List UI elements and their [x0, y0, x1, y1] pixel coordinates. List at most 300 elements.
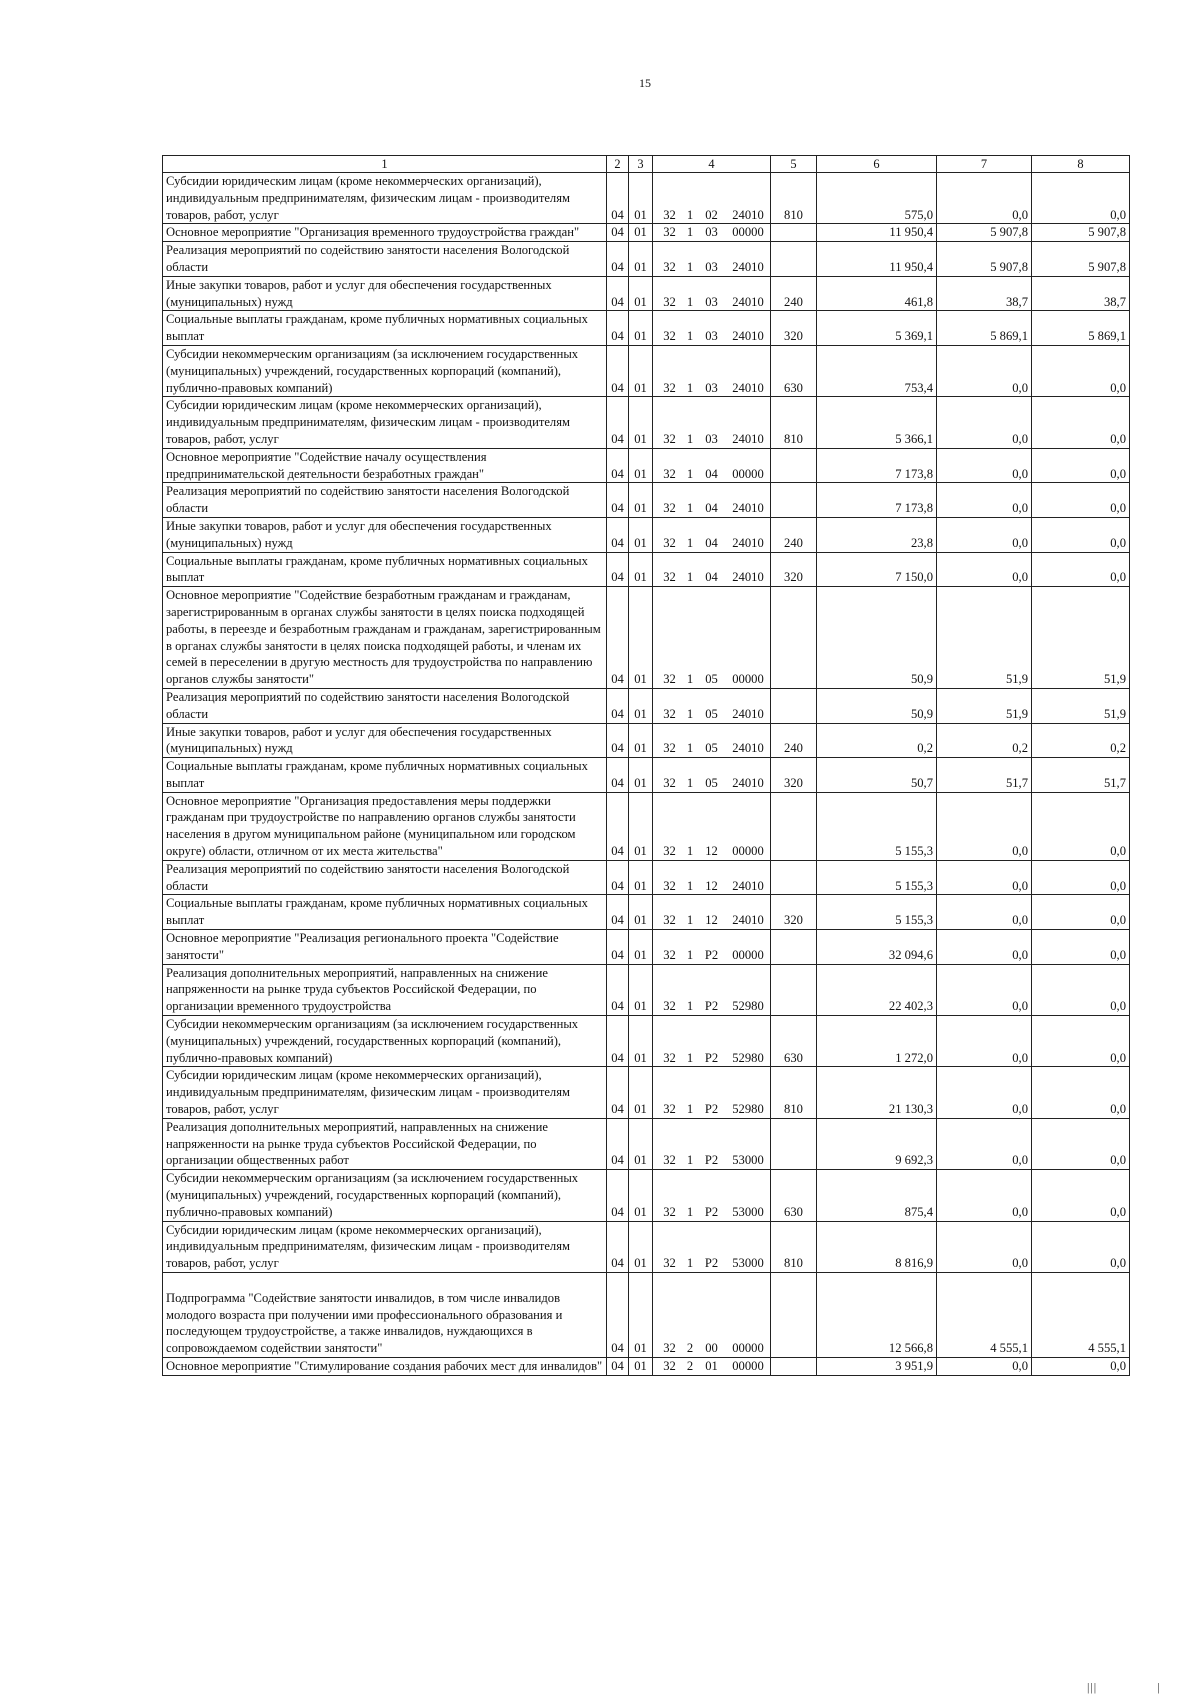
row-expense-type	[771, 792, 817, 860]
row-amount-3: 0,0	[1032, 345, 1130, 396]
row-target-code	[653, 483, 771, 518]
target-code-part: 24010	[732, 501, 764, 516]
row-name	[163, 173, 607, 224]
header-cell-section: 2	[607, 156, 629, 173]
row-amount-2: 5 869,1	[937, 311, 1032, 346]
table-row	[163, 311, 1130, 346]
row-amount-3: 5 869,1	[1032, 311, 1130, 346]
row-name-text: Субсидии некоммерческим организациям (за исключением государственных (муниципальных) учреждений, государственных корпораций (компаний), публично-правовых компаний)	[166, 1171, 579, 1219]
row-amount-2: 0,0	[937, 552, 1032, 587]
row-amount-2: 0,0	[937, 930, 1032, 965]
header-row	[163, 156, 1130, 173]
table-row	[163, 1273, 1130, 1358]
target-code-part: 32	[663, 570, 676, 585]
row-subsection-code: 01	[629, 311, 653, 346]
row-amount-1: 32 094,6	[817, 930, 937, 965]
row-amount-3: 0,0	[1032, 1221, 1130, 1272]
row-name	[163, 242, 607, 277]
row-expense-type: 810	[771, 1067, 817, 1118]
row-expense-type	[771, 448, 817, 483]
budget-table	[162, 155, 1130, 1376]
target-code-part: 32	[663, 1102, 676, 1117]
row-subsection-code: 01	[629, 758, 653, 793]
target-code-part: 04	[705, 535, 718, 550]
row-amount-1: 8 816,9	[817, 1221, 937, 1272]
row-subsection-code: 01	[629, 483, 653, 518]
row-amount-1: 22 402,3	[817, 964, 937, 1015]
row-section-code: 04	[607, 587, 629, 689]
row-name-text: Основное мероприятие "Содействие безработным гражданам и гражданам, зарегистрированным в органах службы занятости в целях поиска подходящей работы, в переезде и безработным гражданам и гражданам, зарегистрированным в органах службы занятости в целях поиска подходящей работы, и членам их семей в переселении в другую местность для трудоустройства по направлению органов службы занятости"	[166, 588, 601, 687]
target-code-part: 1	[686, 1050, 694, 1065]
target-code-part: P2	[704, 1102, 719, 1117]
row-section-code: 04	[607, 552, 629, 587]
target-code-part: 1	[686, 294, 694, 309]
row-amount-1: 7 150,0	[817, 552, 937, 587]
row-section-code: 04	[607, 792, 629, 860]
row-amount-2: 0,0	[937, 1016, 1032, 1067]
row-target-code	[653, 758, 771, 793]
target-code-part: 24010	[732, 294, 764, 309]
target-code-part: 1	[686, 329, 694, 344]
row-amount-2: 0,0	[937, 1118, 1032, 1169]
target-code-part: 24010	[732, 259, 764, 274]
row-amount-1: 5 155,3	[817, 895, 937, 930]
row-target-code	[653, 860, 771, 895]
table-row	[163, 758, 1130, 793]
row-amount-1: 0,2	[817, 723, 937, 758]
row-subsection-code: 01	[629, 895, 653, 930]
row-amount-1: 21 130,3	[817, 1067, 937, 1118]
row-subsection-code: 01	[629, 1273, 653, 1358]
row-section-code: 04	[607, 517, 629, 552]
row-expense-type	[771, 860, 817, 895]
row-amount-2: 0,2	[937, 723, 1032, 758]
target-code-part: 32	[663, 1204, 676, 1219]
row-amount-2: 0,0	[937, 860, 1032, 895]
row-amount-3: 0,0	[1032, 1016, 1130, 1067]
table-row	[163, 1067, 1130, 1118]
target-code-part: 05	[705, 706, 718, 721]
target-code-part: 1	[686, 878, 694, 893]
row-expense-type	[771, 964, 817, 1015]
row-section-code: 04	[607, 1170, 629, 1221]
target-code-part: 1	[686, 741, 694, 756]
row-amount-2: 51,9	[937, 587, 1032, 689]
target-code-part: 1	[686, 431, 694, 446]
row-amount-1: 3 951,9	[817, 1357, 937, 1375]
table-header	[163, 156, 1130, 173]
row-target-code	[653, 311, 771, 346]
row-expense-type	[771, 1118, 817, 1169]
row-expense-type: 320	[771, 895, 817, 930]
table-row	[163, 1357, 1130, 1375]
target-code-part: 24010	[732, 570, 764, 585]
row-name	[163, 276, 607, 311]
row-amount-3: 0,0	[1032, 860, 1130, 895]
row-target-code	[653, 1067, 771, 1118]
row-expense-type: 320	[771, 552, 817, 587]
row-section-code: 04	[607, 1118, 629, 1169]
row-name	[163, 552, 607, 587]
row-amount-3: 0,0	[1032, 964, 1130, 1015]
target-code-part: 00000	[732, 225, 764, 240]
target-code-part: P2	[704, 1256, 719, 1271]
target-code-part: 24010	[732, 775, 764, 790]
row-expense-type: 240	[771, 276, 817, 311]
row-name	[163, 1273, 607, 1358]
row-subsection-code: 01	[629, 930, 653, 965]
header-cell-amount-1: 6	[817, 156, 937, 173]
target-code-part: 02	[705, 207, 718, 222]
target-code-part: 24010	[732, 878, 764, 893]
table-row	[163, 1221, 1130, 1272]
target-code-part: 32	[663, 706, 676, 721]
row-name-text: Субсидии юридическим лицам (кроме некоммерческих организаций), индивидуальным предпринимателям, физическим лицам - производителям товаров, работ, услуг	[166, 1068, 570, 1117]
row-amount-3: 0,0	[1032, 552, 1130, 587]
target-code-part: 12	[705, 844, 718, 859]
row-amount-2: 0,0	[937, 1357, 1032, 1375]
target-code-part: 1	[686, 535, 694, 550]
row-expense-type: 810	[771, 397, 817, 448]
page-number: 15	[639, 76, 651, 90]
row-subsection-code: 01	[629, 688, 653, 723]
target-code-part: 32	[663, 913, 676, 928]
row-target-code	[653, 723, 771, 758]
row-subsection-code: 01	[629, 1118, 653, 1169]
row-amount-3: 0,0	[1032, 448, 1130, 483]
target-code-part: 1	[686, 207, 694, 222]
row-section-code: 04	[607, 1273, 629, 1358]
target-code-part: P2	[704, 1050, 719, 1065]
target-code-part: 32	[663, 329, 676, 344]
row-amount-3: 0,0	[1032, 397, 1130, 448]
row-name-text: Социальные выплаты гражданам, кроме публичных нормативных социальных выплат	[166, 759, 588, 790]
header-cell-target-code: 4	[653, 156, 771, 173]
target-code-part: 05	[705, 741, 718, 756]
row-subsection-code: 01	[629, 448, 653, 483]
row-name-text: Субсидии некоммерческим организациям (за исключением государственных (муниципальных) учреждений, государственных корпораций (компаний), публично-правовых компаний)	[166, 1017, 579, 1065]
table-row	[163, 723, 1130, 758]
row-expense-type: 630	[771, 1170, 817, 1221]
row-amount-2: 51,9	[937, 688, 1032, 723]
row-section-code: 04	[607, 276, 629, 311]
header-cell-name: 1	[163, 156, 607, 173]
target-code-part: 05	[705, 672, 718, 687]
row-name-text: Социальные выплаты гражданам, кроме публичных нормативных социальных выплат	[166, 553, 588, 585]
row-expense-type: 630	[771, 345, 817, 396]
row-subsection-code: 01	[629, 517, 653, 552]
row-section-code: 04	[607, 224, 629, 242]
row-name-text: Основное мероприятие "Реализация регионального проекта "Содействие занятости"	[166, 931, 559, 962]
row-subsection-code: 01	[629, 1357, 653, 1375]
table-row	[163, 860, 1130, 895]
target-code-part: 32	[663, 1256, 676, 1271]
row-amount-1: 875,4	[817, 1170, 937, 1221]
target-code-part: 1	[686, 1256, 694, 1271]
row-name	[163, 587, 607, 689]
row-amount-1: 1 272,0	[817, 1016, 937, 1067]
row-amount-1: 50,9	[817, 587, 937, 689]
target-code-part: 03	[705, 225, 718, 240]
row-amount-3: 51,9	[1032, 688, 1130, 723]
row-subsection-code: 01	[629, 1170, 653, 1221]
row-name	[163, 1016, 607, 1067]
target-code-part: 32	[663, 1153, 676, 1168]
row-amount-1: 461,8	[817, 276, 937, 311]
header-cell-subsection: 3	[629, 156, 653, 173]
row-amount-1: 5 155,3	[817, 860, 937, 895]
target-code-part: 2	[686, 1358, 694, 1373]
target-code-part: 04	[705, 570, 718, 585]
target-code-part: 24010	[732, 207, 764, 222]
row-section-code: 04	[607, 1067, 629, 1118]
target-code-part: 32	[663, 741, 676, 756]
target-code-part: 1	[686, 947, 694, 962]
target-code-part: 32	[663, 294, 676, 309]
row-subsection-code: 01	[629, 224, 653, 242]
row-amount-3: 0,0	[1032, 895, 1130, 930]
row-section-code: 04	[607, 688, 629, 723]
target-code-part: 00000	[732, 466, 764, 481]
row-name-text: Подпрограмма "Содействие занятости инвалидов, в том числе инвалидов молодого возраста при получении ими профессионального образования и последующем трудоустройстве, а также инвалидов, нуждающихся в сопровождаемом содействии занятости"	[166, 1290, 563, 1356]
target-code-part: 1	[686, 380, 694, 395]
target-code-part: 05	[705, 775, 718, 790]
table-row	[163, 552, 1130, 587]
row-section-code: 04	[607, 345, 629, 396]
table-row	[163, 517, 1130, 552]
row-amount-1: 50,9	[817, 688, 937, 723]
row-section-code: 04	[607, 930, 629, 965]
row-name-text: Иные закупки товаров, работ и услуг для обеспечения государственных (муниципальных) нужд	[166, 518, 552, 550]
target-code-part: 00000	[732, 672, 764, 687]
row-name-text: Субсидии юридическим лицам (кроме некоммерческих организаций), индивидуальным предпринимателям, физическим лицам - производителям товаров, работ, услуг	[166, 174, 570, 222]
row-target-code	[653, 552, 771, 587]
target-code-part: 00	[705, 1341, 718, 1356]
row-name	[163, 723, 607, 758]
row-name	[163, 1170, 607, 1221]
target-code-part: P2	[704, 1153, 719, 1168]
target-code-part: 03	[705, 329, 718, 344]
target-code-part: P2	[704, 999, 719, 1014]
row-amount-3: 0,0	[1032, 1118, 1130, 1169]
row-amount-2: 0,0	[937, 792, 1032, 860]
row-amount-2: 0,0	[937, 895, 1032, 930]
row-name-text: Иные закупки товаров, работ и услуг для обеспечения государственных (муниципальных) нужд	[166, 724, 552, 756]
row-name-text: Социальные выплаты гражданам, кроме публичных нормативных социальных выплат	[166, 896, 588, 928]
row-name	[163, 1118, 607, 1169]
row-section-code: 04	[607, 723, 629, 758]
target-code-part: 32	[663, 1341, 676, 1356]
row-amount-3: 0,0	[1032, 1357, 1130, 1375]
row-name-text: Реализация мероприятий по содействию занятости населения Вологодской области	[166, 861, 570, 893]
row-amount-1: 12 566,8	[817, 1273, 937, 1358]
row-amount-2: 5 907,8	[937, 242, 1032, 277]
row-section-code: 04	[607, 242, 629, 277]
row-target-code	[653, 1170, 771, 1221]
table-row	[163, 242, 1130, 277]
row-expense-type: 320	[771, 311, 817, 346]
row-amount-2: 4 555,1	[937, 1273, 1032, 1358]
target-code-part: 1	[686, 225, 694, 240]
target-code-part: 32	[663, 380, 676, 395]
row-amount-1: 575,0	[817, 173, 937, 224]
table-row	[163, 792, 1130, 860]
row-amount-3: 0,0	[1032, 517, 1130, 552]
target-code-part: 32	[663, 947, 676, 962]
row-amount-3: 5 907,8	[1032, 224, 1130, 242]
target-code-part: 32	[663, 672, 676, 687]
row-target-code	[653, 517, 771, 552]
row-name	[163, 311, 607, 346]
row-amount-1: 23,8	[817, 517, 937, 552]
target-code-part: 52980	[732, 999, 764, 1014]
row-name	[163, 1221, 607, 1272]
row-target-code	[653, 1016, 771, 1067]
target-code-part: 2	[686, 1341, 694, 1356]
target-code-part: 00000	[732, 1341, 764, 1356]
target-code-part: 53000	[732, 1204, 764, 1219]
row-name-text: Иные закупки товаров, работ и услуг для обеспечения государственных (муниципальных) нужд	[166, 277, 552, 309]
target-code-part: 1	[686, 775, 694, 790]
row-amount-1: 753,4	[817, 345, 937, 396]
row-expense-type	[771, 242, 817, 277]
row-target-code	[653, 1118, 771, 1169]
row-name	[163, 758, 607, 793]
row-expense-type	[771, 483, 817, 518]
row-subsection-code: 01	[629, 792, 653, 860]
table-row	[163, 1016, 1130, 1067]
row-target-code	[653, 587, 771, 689]
row-amount-2: 0,0	[937, 1221, 1032, 1272]
row-target-code	[653, 930, 771, 965]
row-name	[163, 1357, 607, 1375]
row-subsection-code: 01	[629, 173, 653, 224]
row-subsection-code: 01	[629, 276, 653, 311]
target-code-part: 53000	[732, 1256, 764, 1271]
row-amount-2: 0,0	[937, 448, 1032, 483]
target-code-part: 24010	[732, 380, 764, 395]
row-amount-3: 0,2	[1032, 723, 1130, 758]
row-expense-type	[771, 930, 817, 965]
target-code-part: 03	[705, 259, 718, 274]
target-code-part: 32	[663, 999, 676, 1014]
row-amount-1: 9 692,3	[817, 1118, 937, 1169]
target-code-part: 53000	[732, 1153, 764, 1168]
row-amount-3: 4 555,1	[1032, 1273, 1130, 1358]
row-section-code: 04	[607, 397, 629, 448]
scan-marks: ||| |	[1087, 1680, 1161, 1694]
target-code-part: 1	[686, 844, 694, 859]
target-code-part: 01	[705, 1358, 718, 1373]
row-amount-2: 0,0	[937, 397, 1032, 448]
target-code-part: 32	[663, 466, 676, 481]
row-name-text: Субсидии юридическим лицам (кроме некоммерческих организаций), индивидуальным предпринимателям, физическим лицам - производителям товаров, работ, услуг	[166, 398, 570, 446]
row-amount-2: 38,7	[937, 276, 1032, 311]
target-code-part: 24010	[732, 431, 764, 446]
row-section-code: 04	[607, 1357, 629, 1375]
target-code-part: 32	[663, 225, 676, 240]
table-row	[163, 173, 1130, 224]
target-code-part: 1	[686, 570, 694, 585]
target-code-part: 1	[686, 259, 694, 274]
row-expense-type	[771, 224, 817, 242]
target-code-part: 04	[705, 466, 718, 481]
row-amount-3: 0,0	[1032, 930, 1130, 965]
row-amount-2: 0,0	[937, 345, 1032, 396]
row-target-code	[653, 1221, 771, 1272]
row-name	[163, 224, 607, 242]
row-amount-2: 0,0	[937, 173, 1032, 224]
table-row	[163, 587, 1130, 689]
target-code-part: 00000	[732, 844, 764, 859]
target-code-part: 24010	[732, 741, 764, 756]
table-body	[163, 173, 1130, 1376]
target-code-part: 00000	[732, 1358, 764, 1373]
row-name	[163, 688, 607, 723]
row-amount-1: 5 369,1	[817, 311, 937, 346]
row-amount-3: 5 907,8	[1032, 242, 1130, 277]
row-name	[163, 895, 607, 930]
row-target-code	[653, 792, 771, 860]
target-code-part: 03	[705, 431, 718, 446]
table-row	[163, 483, 1130, 518]
target-code-part: 32	[663, 259, 676, 274]
target-code-part: 24010	[732, 535, 764, 550]
row-amount-2: 0,0	[937, 1170, 1032, 1221]
row-subsection-code: 01	[629, 723, 653, 758]
row-expense-type: 630	[771, 1016, 817, 1067]
target-code-part: 1	[686, 466, 694, 481]
row-subsection-code: 01	[629, 552, 653, 587]
row-name	[163, 448, 607, 483]
row-name	[163, 1067, 607, 1118]
row-subsection-code: 01	[629, 1067, 653, 1118]
row-name-text: Реализация мероприятий по содействию занятости населения Вологодской области	[166, 243, 570, 274]
target-code-part: 1	[686, 706, 694, 721]
row-target-code	[653, 345, 771, 396]
row-section-code: 04	[607, 964, 629, 1015]
row-name	[163, 964, 607, 1015]
table-row	[163, 397, 1130, 448]
table-row	[163, 448, 1130, 483]
row-subsection-code: 01	[629, 587, 653, 689]
target-code-part: 32	[663, 535, 676, 550]
header-cell-amount-3: 8	[1032, 156, 1130, 173]
row-section-code: 04	[607, 448, 629, 483]
row-name	[163, 483, 607, 518]
row-target-code	[653, 895, 771, 930]
table-row	[163, 930, 1130, 965]
row-expense-type	[771, 688, 817, 723]
target-code-part: 03	[705, 380, 718, 395]
target-code-part: P2	[704, 1204, 719, 1219]
row-name-text: Реализация дополнительных мероприятий, направленных на снижение напряженности на рынке труда субъектов Российской Федерации, по организации временного трудоустройства	[166, 965, 548, 1014]
row-amount-1: 5 155,3	[817, 792, 937, 860]
row-section-code: 04	[607, 483, 629, 518]
target-code-part: 1	[686, 672, 694, 687]
row-amount-2: 0,0	[937, 483, 1032, 518]
row-subsection-code: 01	[629, 242, 653, 277]
table-row	[163, 895, 1130, 930]
target-code-part: 32	[663, 207, 676, 222]
row-section-code: 04	[607, 311, 629, 346]
target-code-part: 1	[686, 999, 694, 1014]
row-amount-3: 51,9	[1032, 587, 1130, 689]
row-name-text: Основное мероприятие "Стимулирование создания рабочих мест для инвалидов"	[166, 1358, 603, 1373]
row-subsection-code: 01	[629, 397, 653, 448]
target-code-part: 1	[686, 1204, 694, 1219]
target-code-part: 12	[705, 913, 718, 928]
